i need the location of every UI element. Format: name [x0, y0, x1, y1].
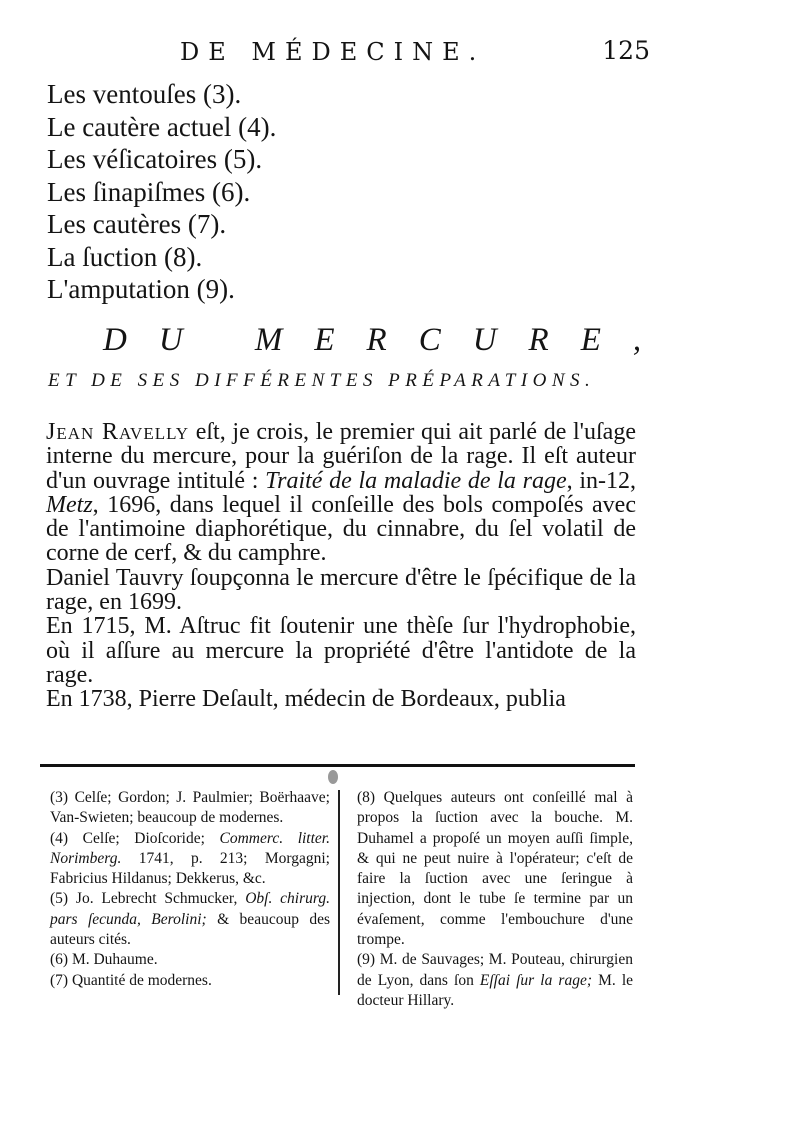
- section-title: DU MERCURE,: [103, 322, 674, 358]
- footnote-rule: [40, 764, 635, 767]
- paragraph: En 1715, M. Aſtruc fit ſoutenir une thèſe ſur l'hydrophobie, où il aſſure au mercure la propriété d'être l'antidote de la rage.: [46, 613, 636, 688]
- text-span: (9) M. de Sauvages; M. Pouteau, chirurgien de Lyon, dans ſon: [357, 951, 633, 989]
- text-span: (5) Jo. Lebrecht Schmucker,: [50, 890, 246, 908]
- text-span: , in-12,: [566, 467, 636, 494]
- section-subtitle: ET DE SES DIFFÉRENTES PRÉPARATIONS.: [48, 370, 596, 391]
- footnotes-right: [357, 788, 633, 1011]
- place-name: Metz: [46, 491, 93, 518]
- citation: Eſſai ſur la rage;: [479, 971, 592, 989]
- remedy-list: [47, 78, 276, 306]
- text-span: 1741, p. 213; Morgagni; Fabricius Hildanus; Dekkerus, &c.: [50, 849, 330, 888]
- footnote: [50, 889, 330, 950]
- footnote: (6) M. Duhaume.: [50, 951, 158, 969]
- body-text: [46, 420, 636, 712]
- list-item: Les ſinapiſmes (6).: [47, 176, 251, 207]
- page-header: [180, 38, 650, 72]
- list-item: Les véſicatoires (5).: [47, 144, 263, 174]
- footnote: [50, 829, 330, 890]
- text-span: eſt, je crois, le premier qui ait parlé de l'uſage interne du mercure, pour la guériſon de la rage. Il eſt auteur d'un ouvrage intitulé :: [46, 419, 636, 494]
- citation: Obſ. chirurg. pars ſecunda, Berolini;: [50, 890, 330, 928]
- list-item: Les cautères (7).: [47, 209, 227, 239]
- text-span: M. le docteur Hillary.: [357, 971, 633, 1009]
- footnote: (3) Celſe; Gordon; J. Paulmier; Boërhaave; Van-Swieten; beaucoup de modernes.: [50, 789, 330, 827]
- paragraph: [46, 420, 636, 566]
- footnote: (7) Quantité de modernes.: [50, 971, 212, 989]
- ink-stain: [328, 770, 338, 784]
- text-span: , 1696, dans lequel il conſeille des bols compoſés avec de l'antimoine diaphorétique, du cinnabre, du ſel volatil de corne de cerf, & du camphre.: [46, 491, 636, 567]
- text-span: & beaucoup des auteurs cités.: [50, 910, 331, 949]
- footnotes-left: [50, 788, 330, 991]
- text-span: (4) Celſe; Dioſcoride;: [50, 829, 220, 847]
- footnote: [357, 950, 633, 1011]
- book-title: Traité de la maladie de la rage: [265, 467, 567, 494]
- footnote: (8) Quelques auteurs ont conſeillé mal à propos la ſuction avec la bouche. M. Duhamel a propoſé un moyen auſſi ſimple, & qui ne peut nuire à l'opérateur; c'eſt de faire la ſuction avec une ſeringue à injection, dont le tube ſe termine par un évaſement, comme l'embouchure d'une trompe.: [357, 789, 633, 949]
- paragraph: Daniel Tauvry ſoupçonna le mercure d'être le ſpécifique de la rage, en 1699.: [46, 564, 636, 616]
- list-item: Le cautère actuel (4).: [47, 111, 277, 142]
- page-number: 125: [602, 36, 650, 65]
- list-item: L'amputation (9).: [47, 274, 235, 304]
- list-item: Les ventouſes (3).: [47, 79, 242, 109]
- paragraph: En 1738, Pierre Deſault, médecin de Bordeaux, publia: [46, 686, 566, 713]
- author-name: Jean Ravelly: [46, 419, 190, 445]
- citation: Commerc. litter. Norimberg.: [50, 829, 330, 867]
- column-divider: [338, 790, 340, 995]
- running-head: DE MÉDECINE.: [180, 38, 486, 66]
- list-item: La ſuction (8).: [47, 241, 203, 272]
